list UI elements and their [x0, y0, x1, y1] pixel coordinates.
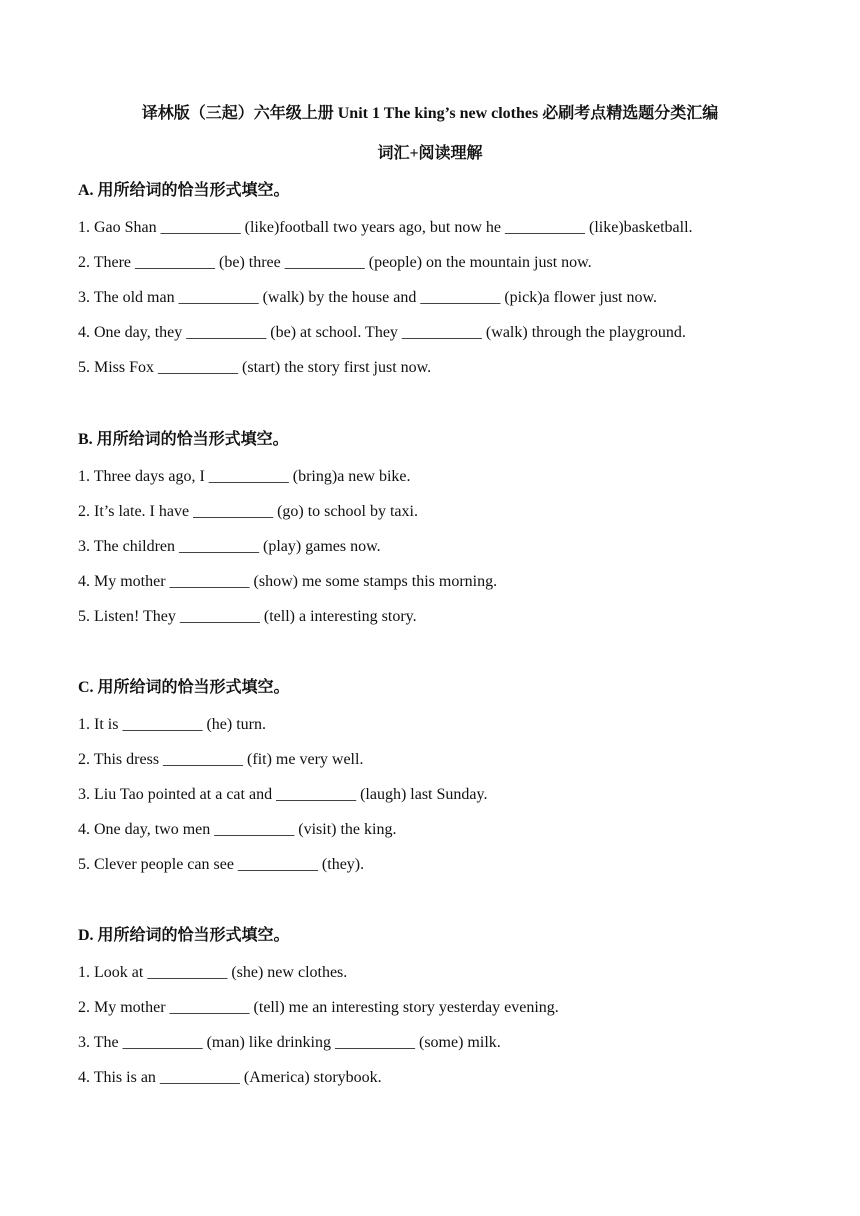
question-a2: 2. There __________ (be) three __________ (people) on the mountain just now. [78, 254, 592, 271]
question-c2: 2. This dress __________ (fit) me very well. [78, 751, 364, 768]
section-c [78, 677, 778, 889]
question-d4: 4. This is an __________ (America) storybook. [78, 1069, 382, 1086]
question-a4: 4. One day, they __________ (be) at school. They __________ (walk) through the playground. [78, 324, 686, 341]
question-d1: 1. Look at __________ (she) new clothes. [78, 964, 348, 981]
question-c3: 3. Liu Tao pointed at a cat and __________ (laugh) last Sunday. [78, 786, 488, 803]
section-b-heading: B. 用所给词的恰当形式填空。 [78, 431, 289, 448]
question-d2: 2. My mother __________ (tell) me an interesting story yesterday evening. [78, 999, 559, 1016]
question-b1: 1. Three days ago, I __________ (bring)a new bike. [78, 468, 411, 485]
question-b4: 4. My mother __________ (show) me some stamps this morning. [78, 573, 498, 590]
question-a3: 3. The old man __________ (walk) by the house and __________ (pick)a flower just now. [78, 289, 658, 306]
section-d [78, 925, 778, 1102]
section-a [78, 180, 778, 392]
question-c1: 1. It is __________ (he) turn. [78, 716, 266, 733]
question-b5: 5. Listen! They __________ (tell) a interesting story. [78, 608, 417, 625]
question-a5: 5. Miss Fox __________ (start) the story first just now. [78, 359, 432, 376]
question-a1: 1. Gao Shan __________ (like)football two years ago, but now he __________ (like)basketball. [78, 219, 693, 236]
question-c5: 5. Clever people can see __________ (they). [78, 856, 365, 873]
document-title: 译林版（三起）六年级上册 Unit 1 The king’s new clothes 必刷考点精选题分类汇编 [141, 105, 719, 122]
question-c4: 4. One day, two men __________ (visit) the king. [78, 821, 397, 838]
question-b2: 2. It’s late. I have __________ (go) to school by taxi. [78, 503, 418, 520]
section-b [78, 429, 778, 641]
section-d-heading: D. 用所给词的恰当形式填空。 [78, 927, 290, 944]
question-d3: 3. The __________ (man) like drinking __________ (some) milk. [78, 1034, 501, 1051]
section-c-heading: C. 用所给词的恰当形式填空。 [78, 679, 290, 696]
question-b3: 3. The children __________ (play) games now. [78, 538, 381, 555]
section-a-heading: A. 用所给词的恰当形式填空。 [78, 182, 290, 199]
document-subtitle: 词汇+阅读理解 [377, 145, 483, 162]
